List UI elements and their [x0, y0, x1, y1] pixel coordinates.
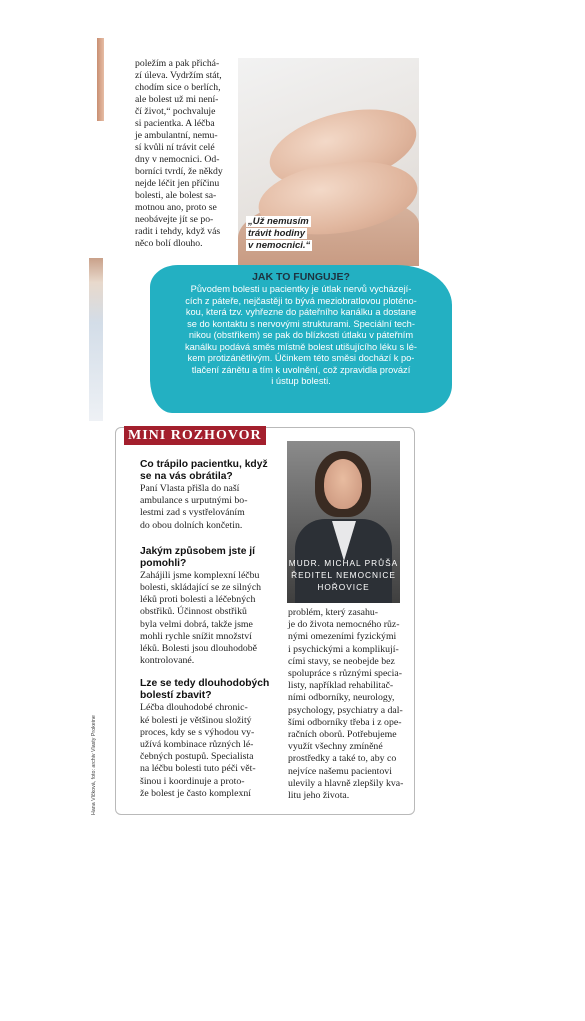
article-line: zí úleva. Vydržím stát, [135, 70, 222, 81]
article-line: nejde léčit jen příčinu [135, 178, 220, 189]
interview-question: Co trápilo pacientku, když [140, 459, 268, 470]
info-box-line: se do kontaktu s nervovými strukturami. Speciální tech- [187, 318, 415, 329]
article-line: něco bolí dlouho. [135, 238, 203, 249]
doctor-caption-line: ŘEDITEL NEMOCNICE [291, 570, 396, 580]
interview-answer: i psychickými a komplikují- [288, 643, 399, 655]
interview-answer: šími odborníky třeba i z ope- [288, 716, 402, 728]
interview-column-right [288, 607, 406, 802]
info-box [150, 265, 452, 413]
info-box-text [162, 284, 440, 388]
interview-answer: využít všechny zmíněné [288, 741, 383, 753]
interview-answer: užívá kombinace různých lé- [140, 739, 254, 751]
interview-answer: proces, kdy se s výhodou vy- [140, 726, 255, 738]
info-box-title: JAK TO FUNGUJE? [252, 271, 350, 283]
info-box-line: tlačení zánětu a tím k uvolnění, což zpravidla provází [191, 364, 411, 375]
interview-answer: šinou i koordinuje a proto- [140, 775, 245, 787]
interview-question: se na vás obrátila? [140, 471, 233, 482]
interview-heading: MINI ROZHOVOR [124, 426, 266, 445]
interview-answer: problém, který zasahu- [288, 607, 379, 618]
info-box-line: kanálku podává směs místně bolest utišujícího léku s lé- [184, 341, 418, 352]
quote-line: trávit hodiny [248, 228, 306, 239]
interview-answer: obstřiků. Účinnost obstřiků [140, 606, 247, 618]
info-box-line: nikou (obstřikem) se pak do blízkosti útlaku v páteřním [188, 330, 414, 340]
quote-line: „Už nemusím [248, 216, 309, 227]
article-line: čí život,“ pochvaluje [135, 106, 216, 117]
edge-photo-strip-middle [89, 258, 103, 421]
interview-answer: Zahájili jsme komplexní léčbu [140, 569, 260, 581]
interview-answer: litu jeho života. [288, 790, 350, 802]
interview-answer: lestmi zad s vystřelováním [140, 507, 245, 519]
photo-credit: Hana Vlčková, foto: archiv Vlasty Prokeine [91, 715, 97, 815]
info-box-line: i ústup bolesti. [271, 376, 331, 386]
doctor-caption-line: MUDR. MICHAL PRŮŠA [288, 558, 399, 568]
article-line: sí kvůli ní trávit celé [135, 142, 215, 153]
doctor-caption-line: HOŘOVICE [317, 582, 370, 592]
interview-answer: cími stavy, se neobejde bez [288, 655, 395, 667]
edge-photo-strip-top [97, 38, 104, 121]
interview-answer: psychology, psychiatry a dal- [288, 704, 403, 716]
interview-answer: listy, například rehabilitač- [288, 680, 394, 692]
interview-question: Jakým způsobem jste jí [140, 545, 256, 557]
interview-answer: mohli rychle snížit množství [140, 630, 252, 642]
article-line: dny v nemocnici. Od- [135, 154, 220, 165]
article-line: je ambulantní, nemu- [135, 130, 218, 141]
interview-qa-block [140, 546, 270, 668]
article-line: motnou ano, proto se [135, 202, 217, 213]
interview-answer: na léčbu bolesti tuto péči vět- [140, 763, 256, 775]
interview-answer: že bolest je často komplexní [140, 787, 251, 799]
interview-answer: bolesti, skládající se ze silných [140, 582, 262, 594]
article-line: si pacientka. A léčba [135, 118, 215, 129]
info-box-line: Původem bolesti u pacientky je útlak nervů vycházejí- [190, 284, 412, 294]
interview-answer: Paní Vlasta přišla do naší [140, 483, 240, 494]
interview-answer: čebných postupů. Specialista [140, 751, 254, 763]
article-line: bolesti, ale bolest sa- [135, 190, 217, 201]
interview-answer: prostředky a také to, aby co [288, 753, 397, 765]
interview-qa-block [140, 678, 270, 800]
info-box-line: cích z páteře, nejčastěji to bývá meziobratlovou ploténo- [185, 295, 417, 306]
interview-qa-block [140, 459, 270, 532]
interview-answer: léků proti bolesti a léčebných [140, 594, 256, 606]
article-line: ale bolest už mi není- [135, 94, 219, 105]
article-line: radit i tehdy, když vás [135, 226, 221, 237]
interview-answer: spolupráce s různými specia- [288, 668, 402, 680]
photo-quote [246, 216, 312, 252]
article-text-column [135, 58, 235, 250]
interview-column-left [140, 459, 270, 811]
interview-answer: ními odborníky, neurology, [288, 692, 395, 704]
interview-answer: je do života nemocného růz- [288, 619, 400, 631]
interview-answer: ké bolesti je většinou složitý [140, 714, 252, 726]
article-line: borníci tvrdí, že někdy [135, 166, 223, 177]
interview-answer: ambulance s urputnými bo- [140, 495, 248, 507]
interview-answer: račních oborů. Potřebujeme [288, 729, 397, 741]
quote-line: v nemocnici.“ [248, 240, 311, 251]
interview-question: bolestí zbavit? [140, 690, 212, 702]
interview-answer: byla velmi dobrá, takže jsme [140, 618, 253, 630]
article-line: poležím a pak přichá- [135, 58, 220, 69]
info-box-line: kem protizánětlivým. Účinkem této směsi dochází k po- [187, 353, 415, 363]
article-line: neobávejte jít se po- [135, 214, 214, 225]
interview-answer: léků. Bolesti jsou dlouhodobě [140, 643, 258, 655]
interview-question: pomohli? [140, 557, 187, 569]
article-line: chodím sice o berlích, [135, 82, 221, 93]
interview-answer: nejvíce našemu pacientovi [288, 765, 392, 777]
doctor-caption [287, 557, 400, 593]
interview-answer: nými omezeními fyzickými [288, 631, 397, 643]
interview-answer: do obou dolních končetin. [140, 519, 243, 531]
interview-answer: Léčba dlouhodobé chronic- [140, 702, 248, 714]
interview-answer: ulevily a hlavně zlepšily kva- [288, 777, 404, 789]
interview-answer: kontrolované. [140, 655, 195, 667]
info-box-line: kou, která tzv. vyhřezne do páteřního kanálku a dostane [185, 307, 417, 317]
interview-question: Lze se tedy dlouhodobých [140, 678, 270, 690]
